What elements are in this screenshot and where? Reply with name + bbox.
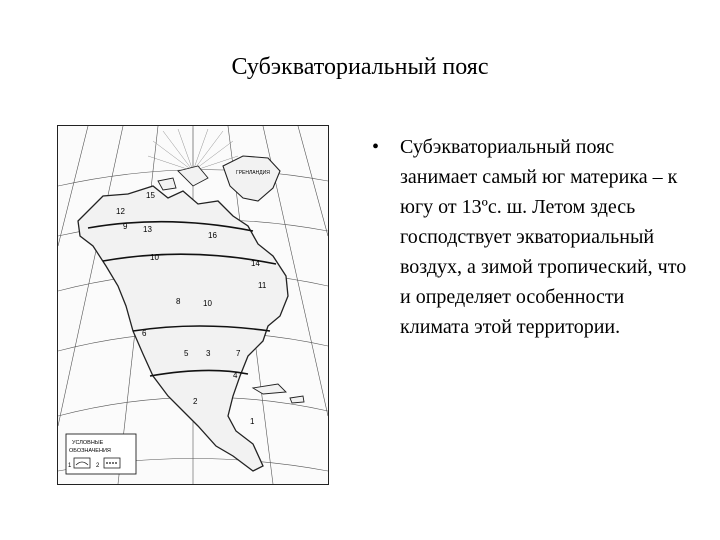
- bullet-marker: •: [372, 136, 380, 158]
- map-legend: [66, 434, 136, 474]
- zone-label: 4: [233, 371, 238, 380]
- zone-label: 13: [143, 225, 152, 234]
- zone-label: 6: [142, 329, 147, 338]
- zone-label: 1: [250, 417, 255, 426]
- zone-label: 11: [258, 281, 267, 290]
- zone-label: 12: [116, 207, 125, 216]
- map-drawing: [58, 126, 328, 484]
- zone-label: 15: [146, 191, 155, 200]
- legend-title-line1: УСЛОВНЫЕ: [72, 440, 104, 446]
- zone-label: 16: [208, 231, 217, 240]
- legend-key: 1: [68, 463, 72, 469]
- legend-title-line2: ОБОЗНАЧЕНИЯ: [69, 448, 111, 454]
- bullet-item: [372, 132, 692, 342]
- arctic-islands: [158, 166, 208, 190]
- zone-label: 10: [203, 299, 212, 308]
- legend-key: 2: [96, 463, 100, 469]
- zone-label: 14: [251, 259, 260, 268]
- climate-zones-map: [57, 125, 329, 485]
- zone-label: 7: [236, 349, 241, 358]
- polar-rays: [148, 128, 238, 171]
- greenland-outline: [223, 156, 280, 201]
- slide-title: Субэкваториальный пояс: [231, 54, 489, 80]
- greenland-label: ГРЕНЛАНДИЯ: [236, 170, 270, 176]
- zone-label: 2: [193, 397, 198, 406]
- zone-label: 8: [176, 297, 181, 306]
- zone-label: 9: [123, 222, 128, 231]
- zone-label: 5: [184, 349, 189, 358]
- zone-label: 10: [150, 253, 159, 262]
- zone-label: 3: [206, 349, 211, 358]
- bullet-text: Субэкваториальный пояс занимает самый юг материка – к югу от 13ºс. ш. Летом здесь господствует экваториальный воздух, а зимой тропический, что и определяет особенности климата этой территории.: [400, 136, 687, 338]
